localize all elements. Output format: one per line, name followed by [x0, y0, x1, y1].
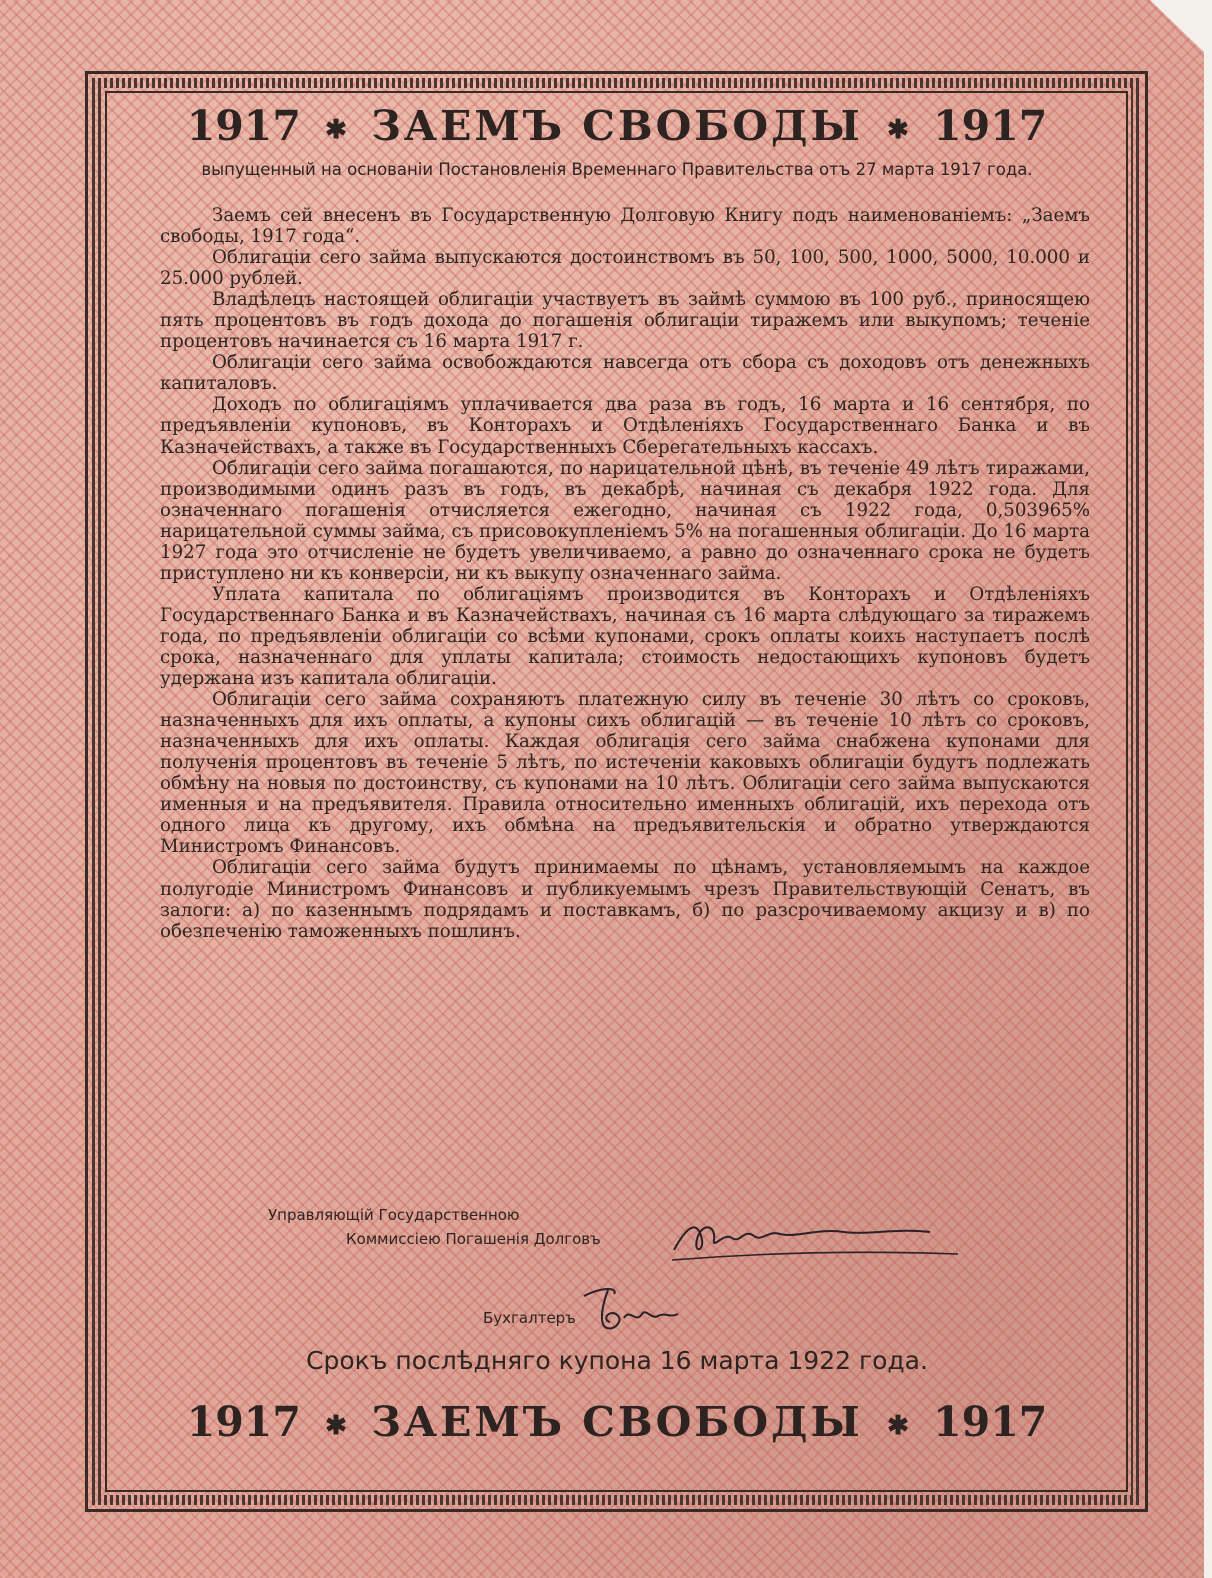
- star-icon: ✱: [887, 114, 909, 145]
- terms-paragraph: Заемъ сей внесенъ въ Государственную Долговую Книгу подъ наименованіемъ: „Заемъ свободы, 1917 года“.: [160, 205, 1090, 248]
- coupon-expiry: Срокъ послѣдняго купона 16 марта 1922 года.: [306, 1346, 928, 1375]
- terms-paragraph: Облигаціи сего займа сохраняютъ платежную силу въ теченіе 30 лѣтъ со сроковъ, назначенныхъ для ихъ оплаты, а купоны сихъ облигацій — въ теченіе 10 лѣтъ со сроковъ, назначенныхъ для ихъ оплаты. Каждая облигація сего займа снабжена купонами для полученія процентовъ въ теченіе 5 лѣтъ, по истеченіи каковыхъ облигаціи будутъ подлежать обмѣну на новыя по достоинству, съ купонами на 10 лѣтъ. Облигаціи сего займа выпускаются именныя и на предъявителя. Правила относительно именныхъ облигацій, ихъ перехода отъ одного лица къ другому, ихъ обмѣна на предъявительскія и обратно утверждаются Министромъ Финансовъ.: [160, 689, 1090, 858]
- manager-title-line1: Управляющій Государственною: [268, 1206, 520, 1224]
- terms-paragraph: Облигаціи сего займа выпускаются достоинствомъ въ 50, 100, 500, 1000, 5000, 10.000 и 25.000 рублей.: [160, 247, 1090, 290]
- bottom-heading: [110, 1398, 1124, 1446]
- bond-terms-text: [160, 205, 1090, 942]
- terms-paragraph: Уплата капитала по облигаціямъ производится въ Конторахъ и Отдѣленіяхъ Государственнаго Банка и въ Казначействахъ, начиная съ 16 марта слѣдующаго за тиражемъ года, по предъявленіи облигаціи со всѣми купонами, срокъ оплаты коихъ наступаетъ послѣ срока, назначеннаго для уплаты капитала; стоимость недостающихъ купоновъ будетъ удержана изъ капитала облигаціи.: [160, 583, 1090, 690]
- terms-paragraph: Владѣлецъ настоящей облигаціи участвуетъ въ займѣ суммою въ 100 руб., приносящею пять процентовъ въ годъ дохода до погашенія облигаціи тиражемъ или выкупомъ; теченіе процентовъ начинается съ 16 марта 1917 г.: [160, 289, 1090, 353]
- top-heading: [110, 102, 1124, 150]
- manager-signature: [668, 1210, 968, 1270]
- heading-year-left: 1917: [186, 102, 301, 150]
- terms-paragraph: Облигаціи сего займа погашаются, по нарицательной цѣнѣ, въ теченіе 49 лѣтъ тиражами, производимыми одинъ разъ въ годъ, въ декабрѣ, начиная съ декабря 1922 года. Для означеннаго погашенія отчисляется ежегодно, начиная съ 1922 года, 0,503965% нарицательной суммы займа, съ присовокупленіемъ 5% на погашенныя облигаціи. До 16 марта 1927 года это отчисленіе не будетъ увеличиваемо, а равно до означеннаго срока не будетъ приступлено ни къ конверсіи, ни къ выкупу означеннаго займа.: [160, 457, 1090, 584]
- manager-title-line2: Коммиссіею Погашенія Долговъ: [346, 1230, 601, 1248]
- terms-paragraph: Облигаціи сего займа освобождаются навсегда отъ сбора съ доходовъ отъ денежныхъ капиталовъ.: [160, 352, 1090, 395]
- heading-title: ЗАЕМЪ СВОБОДЫ: [371, 102, 863, 150]
- terms-paragraph: Доходъ по облигаціямъ уплачивается два раза въ годъ, 16 марта и 16 сентября, по предъявленіи купоновъ, въ Конторахъ и Отдѣленіяхъ Государственнаго Банка и въ Казначействахъ, а также въ Государственныхъ Сберегательныхъ кассахъ.: [160, 394, 1090, 458]
- heading-year-left: 1917: [186, 1398, 301, 1446]
- star-icon: ✱: [325, 114, 347, 145]
- accountant-label: Бухгалтеръ: [483, 1309, 576, 1327]
- star-icon: ✱: [325, 1410, 347, 1441]
- issue-subtitle: выпущенный на основаніи Постановленія Временнаго Правительства отъ 27 марта 1917 года.: [201, 160, 1033, 179]
- heading-year-right: 1917: [933, 1398, 1048, 1446]
- terms-paragraph: Облигаціи сего займа будутъ принимаемы по цѣнамъ, установляемымъ на каждое полугодіе Министромъ Финансовъ и публикуемымъ чрезъ Правительствующій Сенатъ, въ залоги: а) по казеннымъ подрядамъ и поставкамъ, б) по разсрочиваемому акцизу и в) по обезпеченію таможенныхъ пошлинъ.: [160, 857, 1090, 942]
- star-icon: ✱: [887, 1410, 909, 1441]
- heading-title: ЗАЕМЪ СВОБОДЫ: [371, 1398, 863, 1446]
- accountant-signature: [574, 1280, 694, 1336]
- heading-year-right: 1917: [933, 102, 1048, 150]
